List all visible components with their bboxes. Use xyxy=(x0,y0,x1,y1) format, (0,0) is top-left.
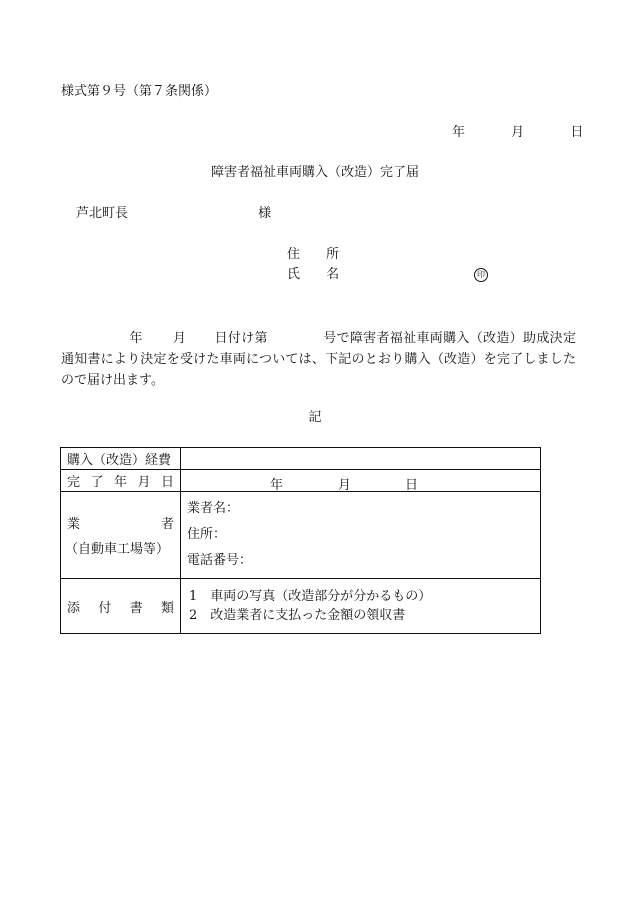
date-year: 年 xyxy=(452,125,466,140)
attach-label-char: 付 xyxy=(98,600,112,616)
document-title: 障害者福祉車両購入（改造）完了届 xyxy=(210,165,419,180)
recipient-name: 芦北町長 xyxy=(76,206,129,221)
cost-label: 購入（改造）経費 xyxy=(67,453,172,468)
address-label-2: 所 xyxy=(326,247,340,262)
ki-heading: 記 xyxy=(308,410,322,425)
attach-label-char: 類 xyxy=(160,600,174,616)
form-number: 様式第９号（第７条関係） xyxy=(61,84,218,99)
date-month: 月 xyxy=(511,125,525,140)
recipient-honorific: 様 xyxy=(258,206,272,221)
attach-label-cell xyxy=(61,579,181,634)
applicant-name xyxy=(287,268,339,281)
table-row xyxy=(61,579,541,634)
date-label xyxy=(61,471,180,490)
body-month: 月 xyxy=(172,331,187,346)
body-date-prefix: 日付け第 xyxy=(214,331,268,346)
table-row xyxy=(61,470,541,492)
attach-label-char: 書 xyxy=(129,600,143,616)
name-label-1: 氏 xyxy=(287,267,301,282)
cost-label-cell xyxy=(61,448,181,470)
vendor-address-field[interactable]: 住所： xyxy=(187,527,227,542)
vendor-name-field[interactable]: 業者名： xyxy=(187,501,240,516)
body-paragraph xyxy=(61,328,576,391)
attach-label xyxy=(61,597,180,616)
vendor-label-char: 者 xyxy=(160,517,174,532)
table-row xyxy=(61,448,541,470)
completion-date-cell[interactable] xyxy=(181,470,541,492)
date-day: 日 xyxy=(570,125,584,140)
vendor-label-cell xyxy=(61,492,181,579)
completion-table xyxy=(60,447,541,634)
vendor-value-cell[interactable] xyxy=(181,492,541,579)
body-year: 年 xyxy=(129,331,143,346)
attachment-item: 1 車両の写真（改造部分が分かるもの） xyxy=(189,589,432,604)
recipient xyxy=(76,207,271,220)
body-main-text: 号で障害者福祉車両購入（改造）助成決定通知書により決定を受けた車両については、下記のとおり購入（改造）を完了しましたので届け出ます。 xyxy=(61,331,576,388)
name-label-2: 名 xyxy=(326,267,340,282)
attachment-item: 2 改造業者に支払った金額の領収書 xyxy=(189,608,406,623)
attachments-cell xyxy=(181,579,541,634)
table-row xyxy=(61,492,541,579)
seal-icon: 印 xyxy=(474,268,488,282)
date-label-char: 完 xyxy=(67,475,81,490)
vendor-label-line1 xyxy=(61,513,180,532)
applicant-address xyxy=(287,248,339,261)
date-label-char: 了 xyxy=(90,475,104,490)
completion-month: 月 xyxy=(338,478,352,493)
date-label-char: 年 xyxy=(113,475,127,490)
vendor-phone-field[interactable]: 電話番号： xyxy=(187,553,253,568)
address-label-1: 住 xyxy=(287,247,301,262)
cost-value-cell[interactable] xyxy=(181,448,541,470)
date-label-cell xyxy=(61,470,181,492)
submission-date xyxy=(452,126,583,139)
attach-label-char: 添 xyxy=(67,600,81,616)
date-label-char: 日 xyxy=(160,475,174,490)
completion-year: 年 xyxy=(270,478,284,493)
vendor-label-line2: （自動車工場等） xyxy=(65,542,170,557)
vendor-label-char: 業 xyxy=(67,517,81,532)
date-label-char: 月 xyxy=(137,475,151,490)
completion-day: 日 xyxy=(405,478,419,493)
